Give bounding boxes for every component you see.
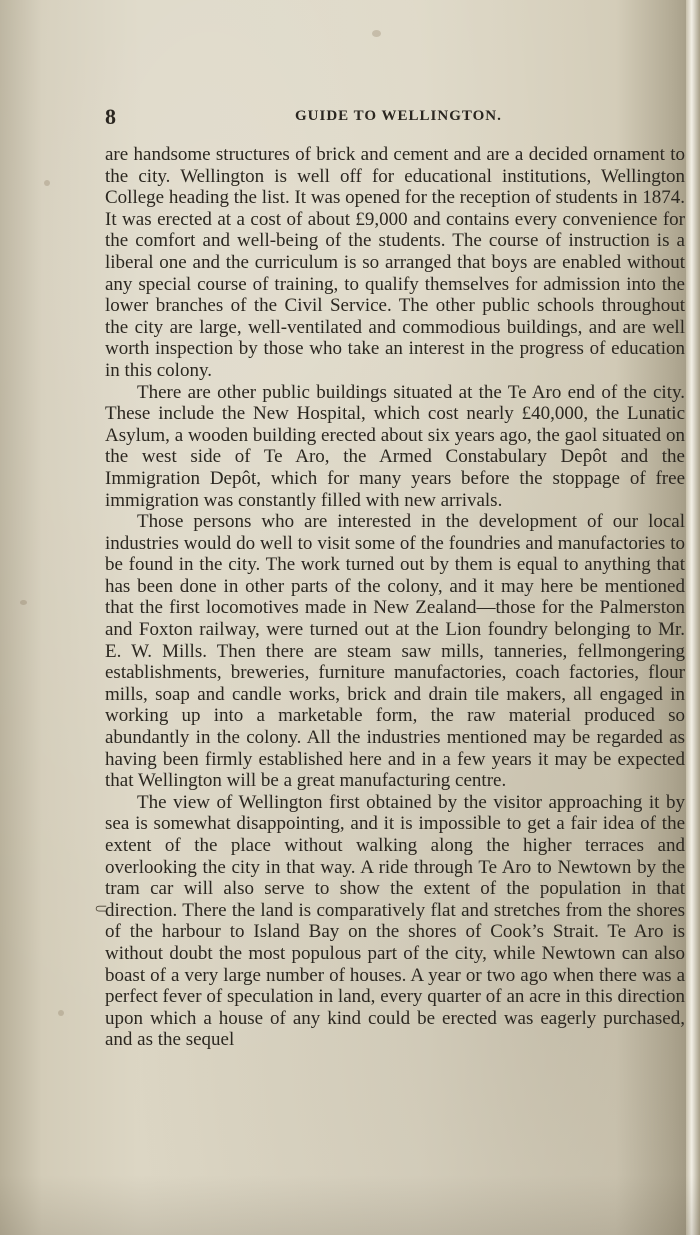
- foxing-spot: [20, 600, 27, 605]
- book-spine-edge: [686, 0, 700, 1235]
- paragraph: There are other public buildings situated at the Te Aro end of the city. These include the New Hospital, which cost nearly £40,000, the Lunatic Asylum, a wooden building erected about six years ago, the gaol situated on the west side of Te Aro, the Armed Constabulary Depôt and the Immigration Depôt, which for many years before the stoppage of free immigration was constantly filled with new arrivals.: [105, 381, 685, 511]
- page-header: [105, 104, 685, 130]
- margin-mark: ⸦: [92, 899, 110, 919]
- paragraph: The view of Wellington first obtained by the visitor approaching it by sea is somewhat disappointing, and it is impossible to get a fair idea of the extent of the place without walking along the higher terraces and overlooking the city in that way. A ride through Te Aro to Newtown by the tram car will also serve to show the extent of the population in that direction. There the land is comparatively flat and stretches from the shores of the harbour to Island Bay on the shores of Cook’s Strait. Te Aro is without doubt the most populous part of the city, while Newtown can also boast of a very large number of houses. A year or two ago when there was a perfect fever of speculation in land, every quarter of an acre in this direction upon which a house of any kind could be erected was eagerly purchased, and as the sequel: [105, 791, 685, 1051]
- page-number: 8: [105, 104, 116, 129]
- foxing-spot: [372, 30, 381, 37]
- paragraph: are handsome structures of brick and cement and are a decided ornament to the city. Wellington is well off for educational institutions, Wellington College heading the list. It was opened for the reception of students in 1874. It was erected at a cost of about £9,000 and contains every convenience for the comfort and well-being of the students. The course of instruction is a liberal one and the curriculum is so arranged that boys are enabled without any special course of training, to qualify themselves for admission into the lower branches of the Civil Service. The other public schools throughout the city are large, well-ventilated and commodious buildings, and are well worth inspection by those who take an interest in the progress of education in this colony.: [105, 144, 685, 381]
- foxing-spot: [44, 180, 50, 186]
- body-text: [105, 144, 685, 1051]
- running-head: GUIDE TO WELLINGTON.: [295, 108, 502, 124]
- paragraph: Those persons who are interested in the development of our local industries would do well to visit some of the foundries and manufactories to be found in the city. The work turned out by them is equal to anything that has been done in other parts of the colony, and it may here be mentioned that the first locomotives made in New Zealand—those for the Palmerston and Foxton railway, were turned out at the Lion foundry belonging to Mr. E. W. Mills. Then there are steam saw mills, tanneries, fellmongering establishments, breweries, furniture manufactories, coach factories, flour mills, soap and candle works, brick and drain tile makers, all engaged in working up into a marketable form, the raw material produced so abundantly in the colony. All the industries mentioned may be regarded as having been firmly established here and in a few years it may be expected that Wellington will be a great manufacturing centre.: [105, 511, 685, 792]
- page-bottom-shade: [0, 1175, 700, 1235]
- foxing-spot: [58, 1010, 64, 1016]
